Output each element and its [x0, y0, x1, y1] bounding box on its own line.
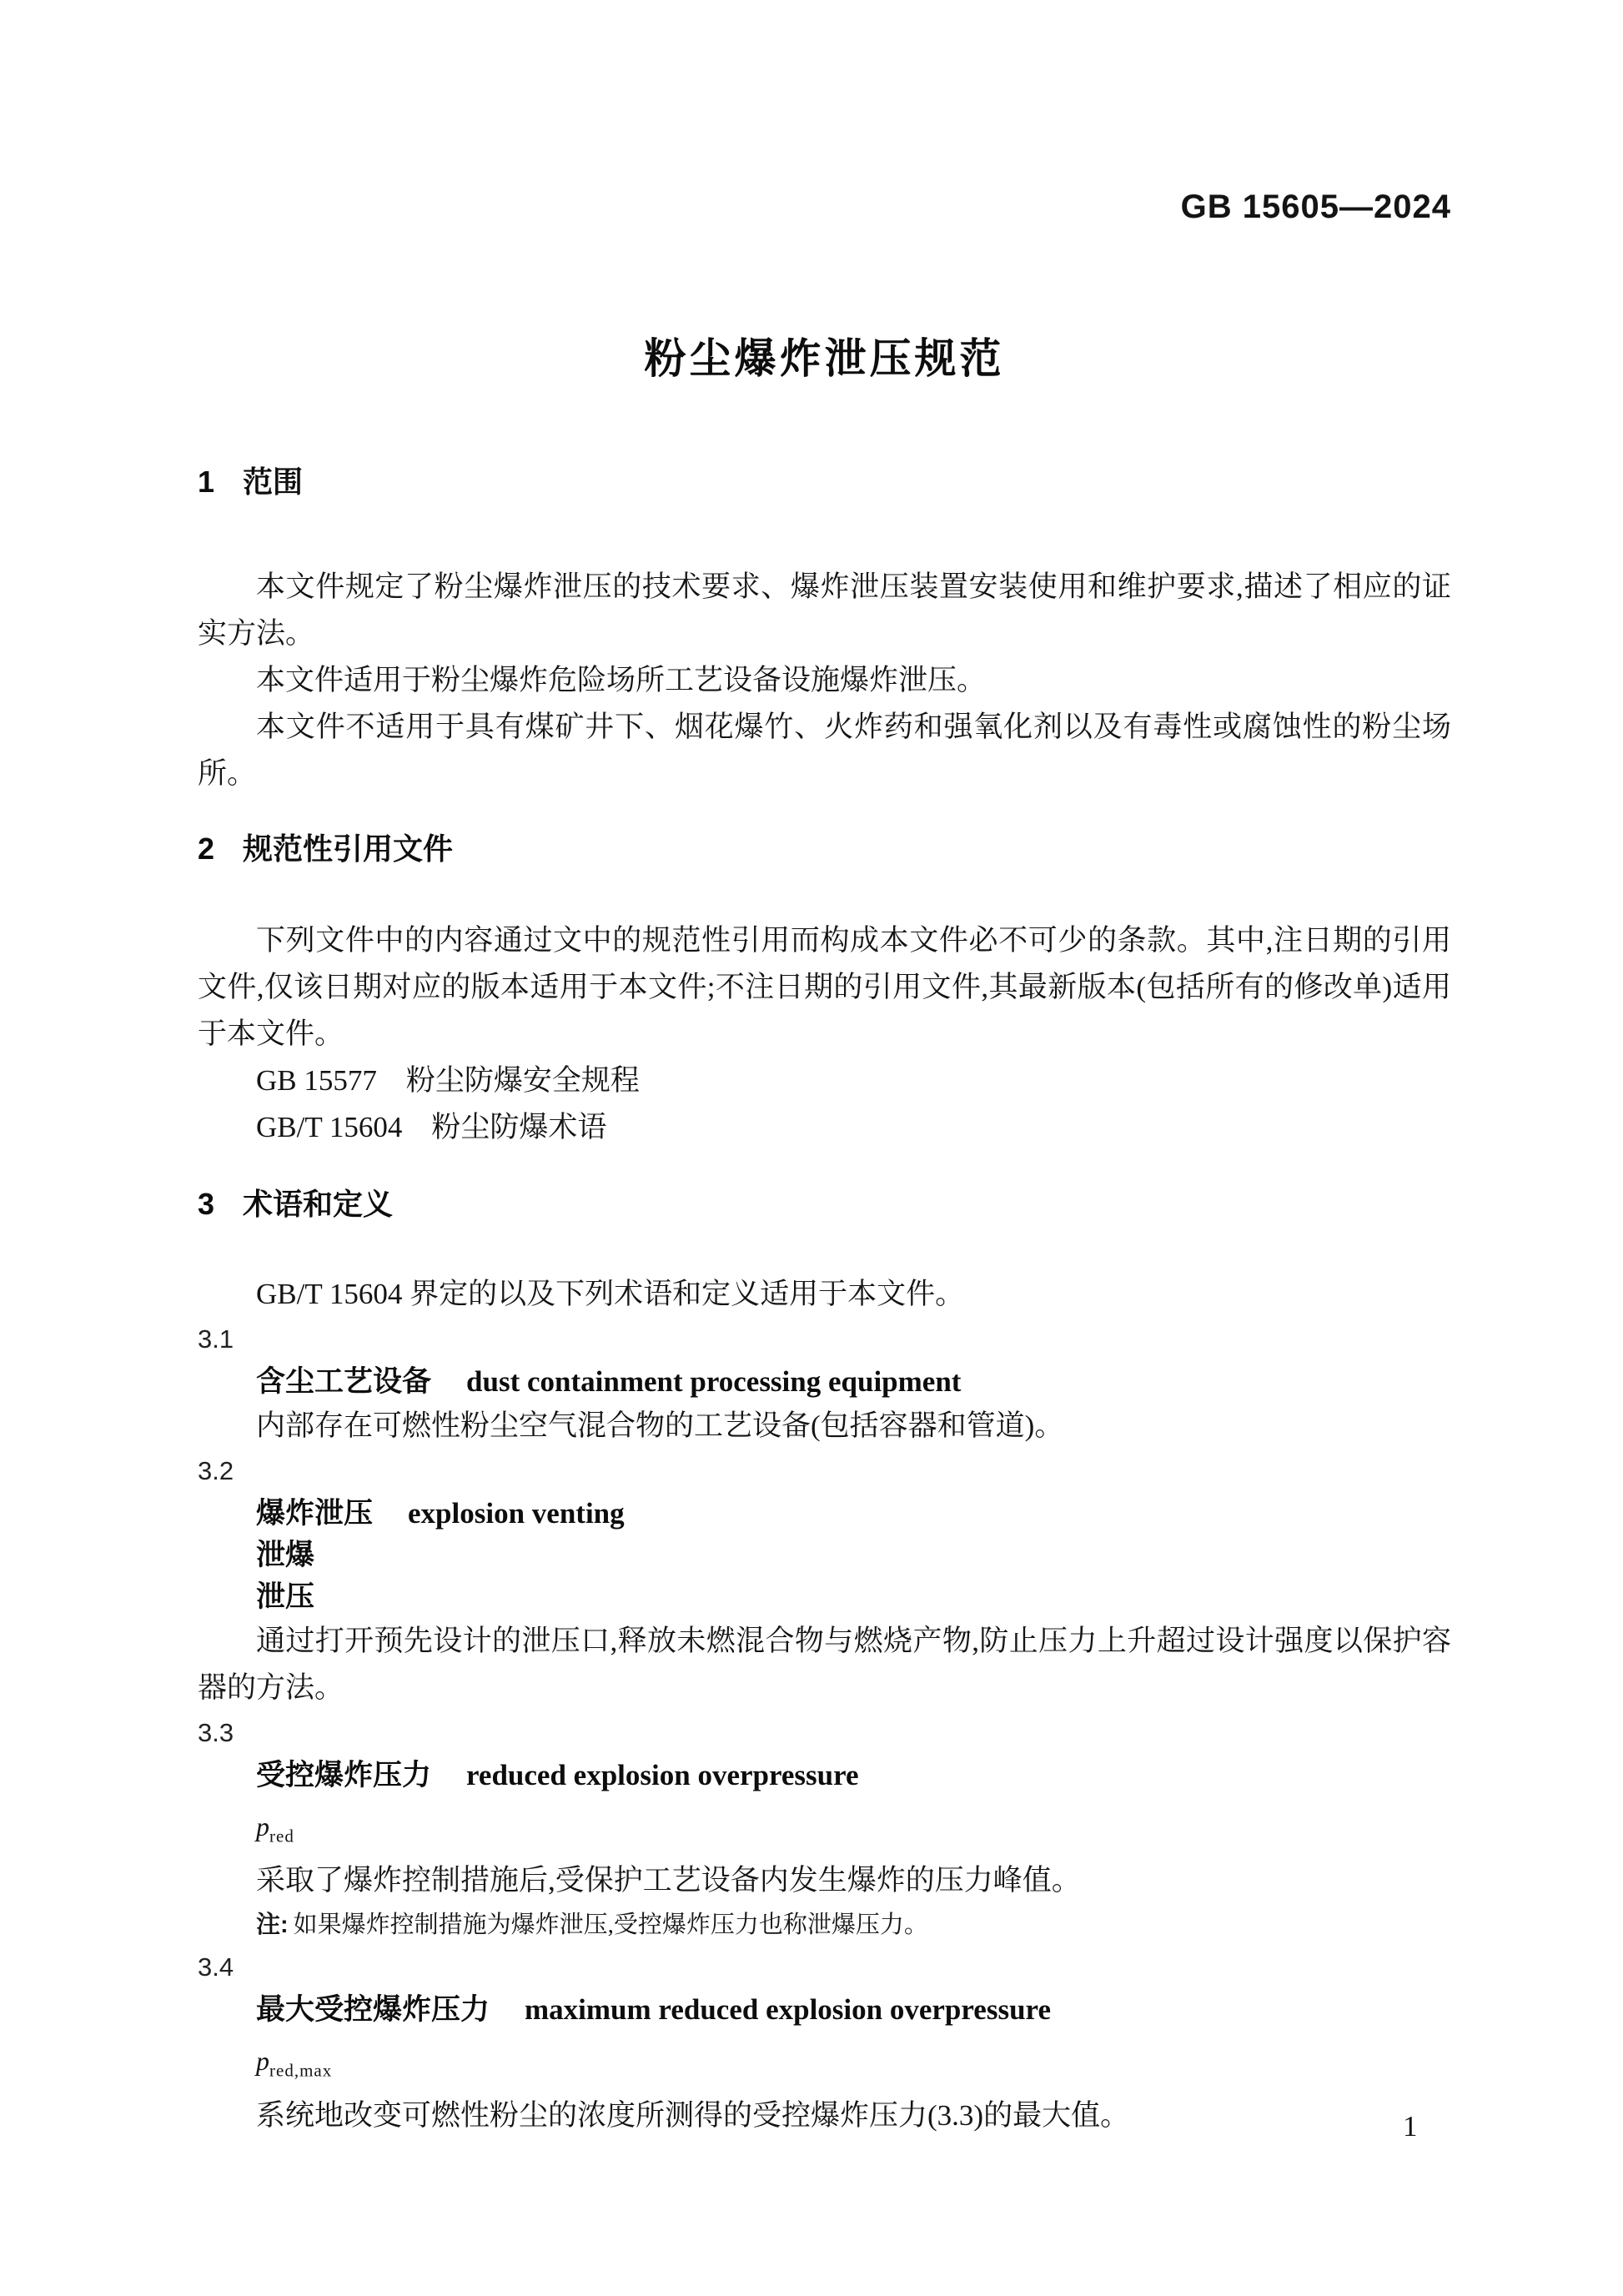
section-2-number: 2: [198, 831, 215, 866]
section-2-title: 规范性引用文件: [243, 831, 454, 866]
symbol-subscript: red: [269, 1826, 294, 1846]
term-line: [198, 1755, 1451, 1796]
terms-intro-paragraph: GB/T 15604 界定的以及下列术语和定义适用于本文件。: [256, 1278, 965, 1310]
symbol-base: p: [256, 2046, 269, 2077]
term-english: reduced explosion overpressure: [466, 1759, 859, 1791]
normative-references-paragraph: 下列文件中的内容通过文中的规范性引用而构成本文件必不可少的条款。其中,注日期的引用文件,仅该日期对应的版本适用于本文件;不注日期的引用文件,其最新版本(包括所有的修改单)适用于本文件。: [198, 924, 1451, 1050]
term-line: [198, 1493, 1451, 1535]
scope-paragraph-1: 本文件规定了粉尘爆炸泄压的技术要求、爆炸泄压装置安装使用和维护要求,描述了相应的证实方法。: [198, 570, 1451, 650]
section-3-number: 3: [198, 1187, 215, 1221]
term-definition: 内部存在可燃性粉尘空气混合物的工艺设备(包括容器和管道)。: [256, 1409, 1064, 1442]
term-definition: 通过打开预先设计的泄压口,释放未燃混合物与燃烧产物,防止压力上升超过设计强度以保护容器的方法。: [198, 1625, 1451, 1704]
term-block-3-4: [198, 1946, 1451, 2138]
term-block-3-3: [198, 1711, 1451, 1946]
clause-number: 3.2: [198, 1456, 234, 1485]
term-synonym-1: 泄爆: [256, 1539, 315, 1571]
section-1-title: 范围: [243, 465, 304, 499]
term-definition: 系统地改变可燃性粉尘的浓度所测得的受控爆炸压力(3.3)的最大值。: [256, 2098, 1130, 2132]
term-synonym-2: 泄压: [256, 1580, 315, 1613]
note-text: 如果爆炸控制措施为爆炸泄压,受控爆炸压力也称泄爆压力。: [293, 1912, 928, 1939]
section-1-heading: [198, 464, 1451, 500]
term-block-3-2: [198, 1449, 1451, 1711]
section-2-heading: [198, 831, 1451, 867]
scope-paragraph-3: 本文件不适用于具有煤矿井下、烟花爆竹、火炸药和强氧化剂以及有毒性或腐蚀性的粉尘场所。: [198, 711, 1451, 790]
term-english: dust containment processing equipment: [466, 1365, 962, 1398]
term-definition: 采取了爆炸控制措施后,受保护工艺设备内发生爆炸的压力峰值。: [256, 1864, 1081, 1897]
reference-gb-15577: GB 15577 粉尘防爆安全规程: [256, 1064, 640, 1097]
term-note: [198, 1904, 1451, 1946]
scope-paragraph-2: 本文件适用于粉尘爆炸危险场所工艺设备设施爆炸泄压。: [256, 664, 987, 696]
term-chinese: 爆炸泄压: [256, 1497, 374, 1530]
term-block-3-1: [198, 1318, 1451, 1449]
reference-gbt-15604: GB/T 15604 粉尘防爆术语: [256, 1111, 607, 1143]
document-body: [198, 464, 1451, 2139]
section-3-heading: [198, 1186, 1451, 1223]
term-symbol: [198, 1796, 1451, 1857]
section-1-number: 1: [198, 465, 215, 499]
term-english: maximum reduced explosion overpressure: [525, 1993, 1051, 2027]
section-3-title: 术语和定义: [243, 1187, 394, 1221]
symbol-subscript: red,max: [269, 2060, 333, 2081]
term-chinese: 含尘工艺设备: [256, 1365, 432, 1398]
symbol-base: p: [256, 1811, 269, 1841]
term-line: [198, 1361, 1451, 1403]
standard-number: GB 15605—2024: [1180, 188, 1451, 225]
page-number: 1: [1403, 2110, 1418, 2143]
note-label: 注:: [256, 1912, 289, 1939]
document-title: 粉尘爆炸泄压规范: [644, 335, 1005, 382]
term-chinese: 受控爆炸压力: [256, 1759, 432, 1791]
term-chinese: 最大受控爆炸压力: [256, 1993, 490, 2027]
clause-number: 3.1: [198, 1324, 234, 1354]
term-line: [198, 1989, 1451, 2031]
clause-number: 3.3: [198, 1718, 234, 1747]
term-symbol: [198, 2031, 1451, 2092]
clause-number: 3.4: [198, 1952, 234, 1982]
term-english: explosion venting: [408, 1497, 625, 1530]
